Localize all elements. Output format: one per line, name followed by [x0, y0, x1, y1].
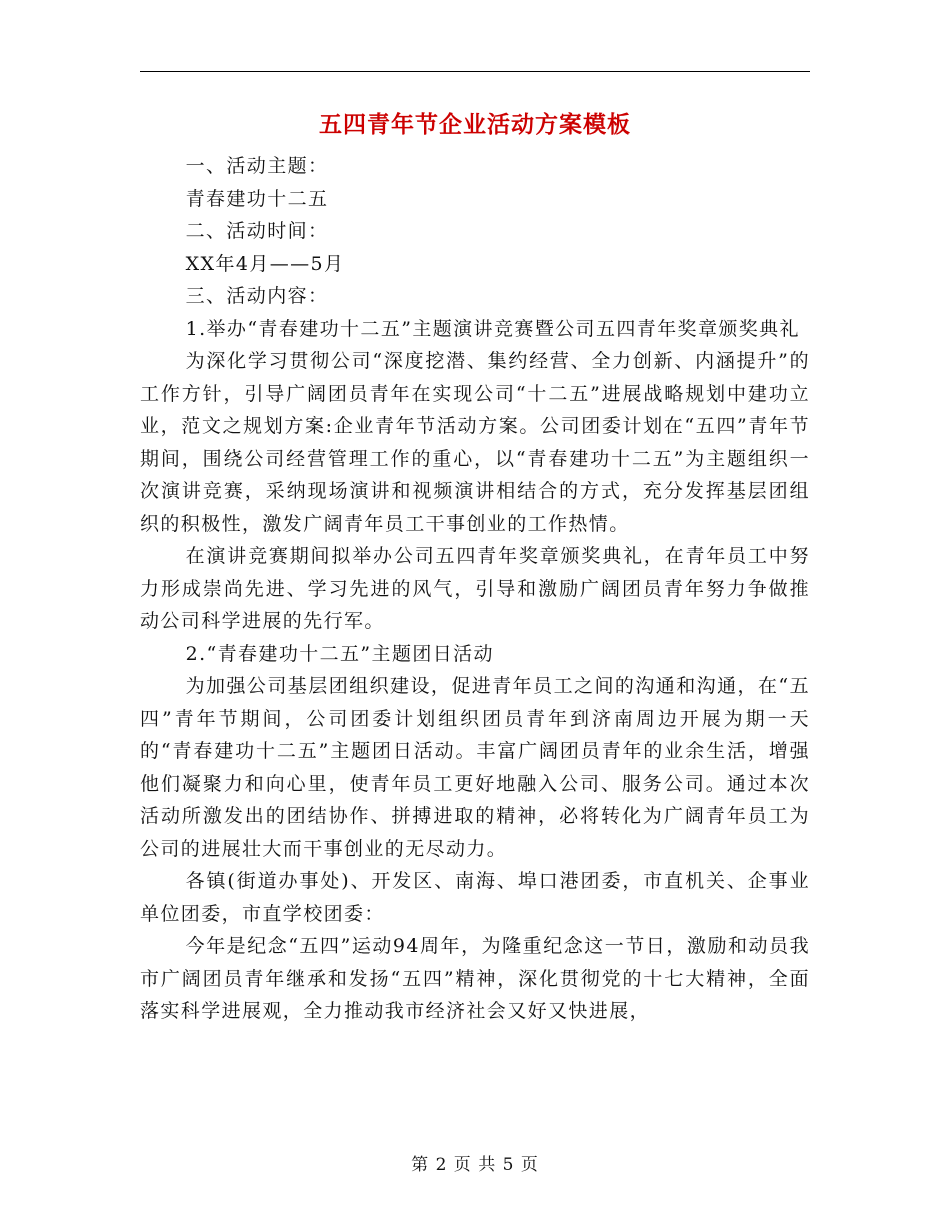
header-rule	[140, 71, 810, 72]
body-paragraph: 为深化学习贯彻公司“深度挖潜、集约经营、全力创新、内涵提升”的工作方针，引导广阔团员青年在实现公司“十二五”进展战略规划中建功立业，范文之规划方案:企业青年节活动方案。公司团委计划在“五四”青年节期间，围绕公司经营管理工作的重心，以“青春建功十二五”为主题组织一次演讲竞赛，采纳现场演讲和视频演讲相结合的方式，充分发挥基层团组织的积极性，激发广阔青年员工干事创业的工作热情。	[140, 350, 810, 535]
body-paragraph: 为加强公司基层团组织建设，促进青年员工之间的沟通和沟通，在“五四”青年节期间，公司团委计划组织团员青年到济南周边开展为期一天的“青春建功十二五”主题团日活动。丰富广阔团员青年的业余生活，增强他们凝聚力和向心里，使青年员工更好地融入公司、服务公司。通过本次活动所激发出的团结协作、拼搏进取的精神，必将转化为广阔青年员工为公司的进展壮大而干事创业的无尽动力。	[140, 675, 810, 860]
section-heading: 三、活动内容：	[185, 285, 329, 307]
subsection-heading: 1.举办“青春建功十二五”主题演讲竞赛暨公司五四青年奖章颁奖典礼	[185, 317, 800, 340]
body-paragraph: 在演讲竞赛期间拟举办公司五四青年奖章颁奖典礼，在青年员工中努力形成崇尚先进、学习先进的风气，引导和激励广阔团员青年努力争做推动公司科学进展的先行军。	[140, 545, 810, 632]
body-paragraph: 青春建功十二五	[185, 187, 329, 210]
subsection-heading: 2.“青春建功十二五”主题团日活动	[185, 642, 494, 665]
page-number-footer: 第 2 页 共 5 页	[411, 1155, 539, 1175]
section-heading: 二、活动时间：	[185, 220, 329, 242]
body-paragraph: XX年4月——5月	[185, 252, 345, 275]
section-heading: 一、活动主题：	[185, 155, 329, 177]
document-title: 五四青年节企业活动方案模板	[319, 111, 631, 138]
document-body	[140, 150, 810, 1028]
body-paragraph: 今年是纪念“五四”运动94周年，为隆重纪念这一节日，激励和动员我市广阔团员青年继承和发扬“五四”精神，深化贯彻党的十七大精神，全面落实科学进展观，全力推动我市经济社会又好又快进展，	[140, 935, 810, 1022]
body-paragraph: 各镇(街道办事处)、开发区、南海、埠口港团委，市直机关、企事业单位团委，市直学校团委：	[140, 870, 810, 925]
